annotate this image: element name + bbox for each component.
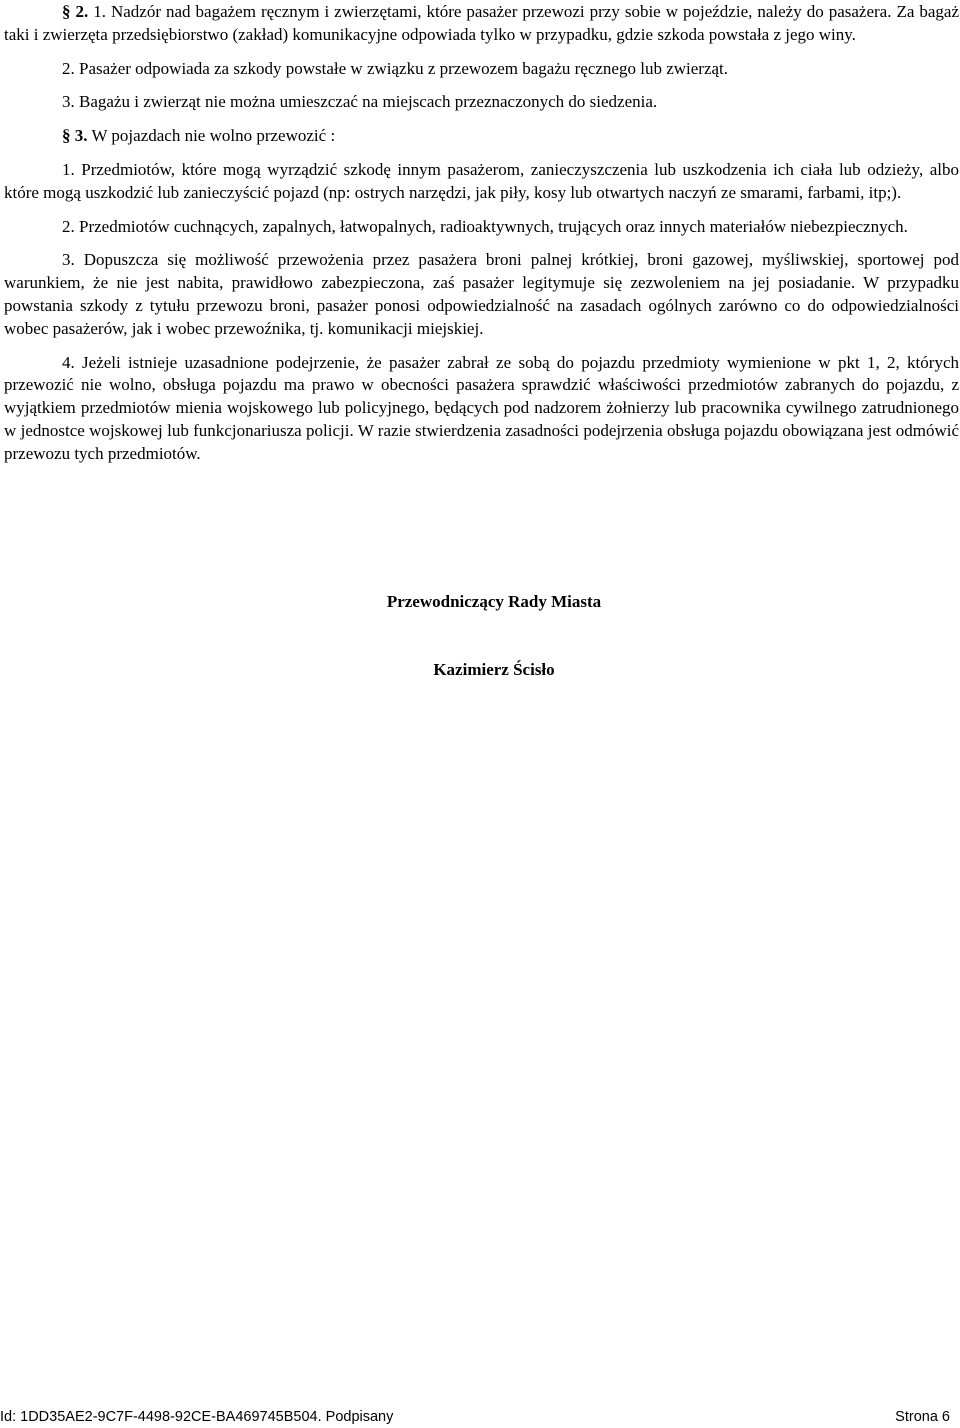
section-3-paragraph-2: 2. Przedmiotów cuchnących, zapalnych, łatwopalnych, radioaktywnych, trujących oraz innych materiałów niebezpiecznych. bbox=[62, 216, 908, 236]
document-id: Id: 1DD35AE2-9C7F-4498-92CE-BA469745B504. Podpisany bbox=[0, 1409, 394, 1425]
section-3-marker: § 3. bbox=[62, 126, 88, 146]
section-2-paragraph-2: 2. Pasażer odpowiada za szkody powstałe w związku z przewozem bagażu ręcznego lub zwierząt. bbox=[62, 58, 729, 78]
section-2-point-1-text: 1. Nadzór nad bagażem ręcznym i zwierzętami, które pasażer przewozi przy sobie w pojeździe, należy do pasażera. Za bagaż taki i zwierzęta przedsiębiorstwo (zakład) komunikacyjne odpowiada tylko w przypadku, gdzie szkoda powstała z jego winy. bbox=[4, 2, 960, 44]
section-3-intro: W pojazdach nie wolno przewozić : bbox=[87, 126, 336, 146]
section-3-heading bbox=[4, 125, 959, 148]
signature-name: Kazimierz Ścisło bbox=[433, 660, 555, 679]
section-3-paragraph-4: 4. Jeżeli istnieje uzasadnione podejrzenie, że pasażer zabrał ze sobą do pojazdu przedmioty wymienione w pkt 1, 2, których przewozić nie wolno, obsługa pojazdu ma prawo w obecności pasażera sprawdzić właściwości przedmiotów zabranych do pojazdu, z wyjątkiem przedmiotów mienia wojskowego lub policyjnego, będących pod nadzorem żołnierzy lub pracownika cywilnego zatrudnionego w jednostce wojskowej lub funkcjonariusza policji. W razie stwierdzenia zasadności podejrzenia obsługa pojazdu obowiązana jest odmówić przewozu tych przedmiotów. bbox=[4, 352, 959, 463]
section-2-marker: § 2. bbox=[62, 2, 89, 21]
section-3-paragraph-3: 3. Dopuszcza się możliwość przewożenia przez pasażera broni palnej krótkiej, broni gazowej, myśliwskiej, sportowej pod warunkiem, że nie jest nabita, prawidłowo zabezpieczona, zaś pasażer legitymuje się zezwoleniem na jej posiadanie. W przypadku powstania szkody z tytułu przewozu broni, pasażer ponosi odpowiedzialność na zasadach ogólnych zarówno co do odpowiedzialności wobec pasażerów, jak i wobec przewoźnika, tj. komunikacji miejskiej. bbox=[4, 250, 959, 338]
section-2-paragraph-3: 3. Bagażu i zwierząt nie można umieszczać na miejscach przeznaczonych do siedzenia. bbox=[62, 92, 658, 112]
page-number: Strona 6 bbox=[895, 1409, 950, 1425]
section-2-paragraph-1 bbox=[4, 0, 959, 47]
signature-title: Przewodniczący Rady Miasta bbox=[386, 592, 602, 611]
section-3-paragraph-1: 1. Przedmiotów, które mogą wyrządzić szkodę innym pasażerom, zanieczyszczenia lub uszkodzenia ich ciała lub odzieży, albo które mogą uszkodzić lub zanieczyścić pojazd (np: ostrych narzędzi, jak piły, kosy lub otwartych naczyń ze smarami, farbami, itp;). bbox=[4, 159, 959, 202]
document-page bbox=[4, 0, 959, 466]
